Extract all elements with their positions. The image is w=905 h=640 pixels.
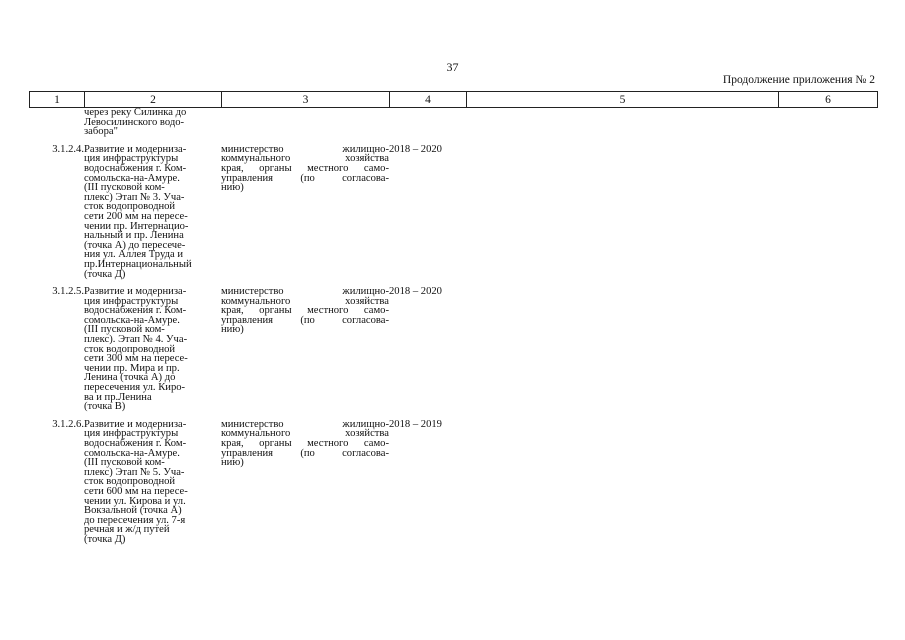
- cell-col-5: [466, 279, 778, 412]
- text-line: сомольска-на-Амуре.: [84, 172, 180, 184]
- cell-col-5: [466, 412, 778, 545]
- text-line: пересечения ул. Киро-: [84, 382, 186, 394]
- cell-executor: [221, 108, 389, 137]
- text-line: (III пусковой ком-: [84, 324, 165, 336]
- text-line: Ленина (точка А) до: [84, 372, 176, 384]
- cell-num: [29, 108, 84, 137]
- text-line: забора": [84, 126, 118, 138]
- header-col-4: 4: [390, 92, 467, 108]
- text-line: нию): [221, 457, 244, 469]
- text-line: сомольска-на-Амуре.: [84, 447, 180, 459]
- table-row: [29, 279, 877, 412]
- header-col-6: 6: [779, 92, 878, 108]
- row-name: [84, 412, 221, 545]
- text-line: ция инфраструктуры: [84, 428, 179, 440]
- text-line: сток водопроводной: [84, 201, 176, 213]
- text-line: ния ул. Аллея Труда и: [84, 249, 183, 261]
- text-line: Вокзальной (точка А): [84, 505, 182, 517]
- text-line: управления (по согласова-: [221, 172, 389, 184]
- text-line: пр.Интернациональный: [84, 258, 192, 270]
- text-line: (точка Д): [84, 533, 126, 545]
- cell-period: [389, 108, 466, 137]
- text-line: чении пр. Интернацио-: [84, 220, 189, 232]
- text-line: ва и пр.Ленина: [84, 391, 152, 403]
- text-line: (точка Д): [84, 268, 126, 280]
- text-line: водоснабжения г. Ком-: [84, 162, 187, 174]
- text-line: нию): [221, 182, 244, 194]
- row-number: 3.1.2.4.: [52, 143, 84, 155]
- text-line: края, органы местного само-: [221, 438, 389, 449]
- page-number: 37: [446, 60, 459, 74]
- text-line: Развитие и модерниза-: [84, 286, 187, 298]
- text-line: нию): [221, 324, 244, 336]
- text-line: сток водопроводной: [84, 343, 176, 355]
- table-body: [29, 108, 877, 545]
- row-period: 2018 – 2019: [389, 418, 442, 430]
- text-line: ция инфраструктуры: [84, 153, 179, 165]
- text-line: края, органы местного само-: [221, 162, 389, 174]
- text-line: (III пусковой ком-: [84, 457, 165, 469]
- text-line: речная и ж/д путей: [84, 524, 170, 536]
- cell-col-6: [778, 412, 877, 545]
- text-line: сток водопроводной: [84, 476, 176, 488]
- row-period: 2018 – 2020: [389, 143, 442, 155]
- text-line: до пересечения ул. 7-я: [84, 514, 186, 526]
- continuation-row: [29, 108, 877, 137]
- text-line: плекс) Этап № 5. Уча-: [84, 466, 185, 478]
- table-header: [29, 91, 878, 108]
- row-executor: [221, 137, 389, 279]
- text-line: водоснабжения г. Ком-: [84, 438, 187, 449]
- text-line: сети 600 мм на пересе-: [84, 485, 188, 497]
- header-col-5: 5: [467, 92, 779, 108]
- text-line: ция инфраструктуры: [84, 295, 179, 307]
- text-line: министерство жилищно-: [221, 418, 389, 430]
- text-line: министерство жилищно-: [221, 286, 389, 298]
- cell-col-5: [466, 108, 778, 137]
- text-line: края, органы местного само-: [221, 305, 389, 317]
- row-period: 2018 – 2020: [389, 286, 442, 298]
- row-name: [84, 279, 221, 412]
- text-line: через реку Силинка до: [84, 107, 187, 118]
- text-line: водоснабжения г. Ком-: [84, 305, 187, 317]
- text-line: (точка А) до пересече-: [84, 239, 186, 251]
- text-line: Развитие и модерниза-: [84, 418, 187, 430]
- text-line: коммунального хозяйства: [221, 428, 389, 440]
- text-line: сети 300 мм на пересе-: [84, 353, 188, 365]
- text-line: министерство жилищно-: [221, 143, 389, 155]
- text-line: коммунального хозяйства: [221, 153, 389, 165]
- header-col-2: 2: [85, 92, 222, 108]
- text-line: сети 200 мм на пересе-: [84, 210, 188, 222]
- text-line: управления (по согласова-: [221, 314, 389, 326]
- text-line: Развитие и модерниза-: [84, 143, 187, 155]
- text-line: Левосилинского водо-: [84, 116, 185, 128]
- header-row: [30, 92, 878, 108]
- text-line: (III пусковой ком-: [84, 182, 165, 194]
- row-executor: [221, 279, 389, 412]
- text-line: сомольска-на-Амуре.: [84, 314, 180, 326]
- table-row: [29, 412, 877, 545]
- continuation-label: Продолжение приложения № 2: [722, 74, 875, 86]
- row-name: [84, 137, 221, 279]
- text-line: нальный и пр. Ленина: [84, 230, 184, 242]
- text-line: (точка В): [84, 401, 126, 413]
- header-col-3: 3: [222, 92, 390, 108]
- text-line: чении пр. Мира и пр.: [84, 362, 180, 374]
- text-line: коммунального хозяйства: [221, 295, 389, 307]
- row-number: 3.1.2.6.: [52, 418, 84, 430]
- cell-col-6: [778, 279, 877, 412]
- cell-col-5: [466, 137, 778, 279]
- header-col-1: 1: [30, 92, 85, 108]
- text-line: плекс) Этап № 3. Уча-: [84, 191, 185, 203]
- text-line: управления (по согласова-: [221, 447, 389, 459]
- cell-name: [84, 108, 221, 137]
- table-row: [29, 137, 877, 279]
- cell-col-6: [778, 137, 877, 279]
- text-line: плекс). Этап № 4. Уча-: [84, 334, 188, 346]
- cell-col-6: [778, 108, 877, 137]
- row-executor: [221, 412, 389, 545]
- text-line: чении ул. Кирова и ул.: [84, 495, 186, 507]
- row-number: 3.1.2.5.: [52, 286, 84, 298]
